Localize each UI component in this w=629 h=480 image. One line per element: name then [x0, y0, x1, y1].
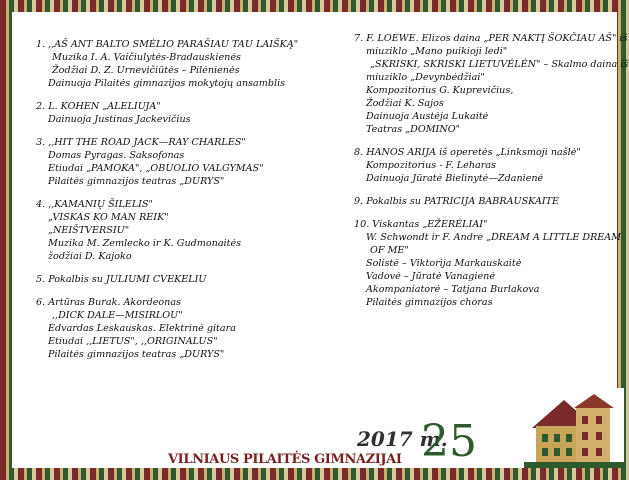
program-item-9: [354, 195, 624, 208]
school-name: VILNIAUS PILAITĖS GIMNAZIJAI: [168, 452, 402, 467]
program-item-5: [36, 273, 336, 286]
program-item-4: [36, 198, 336, 263]
item-line: ,,DICK DALE—MISIRLOU": [52, 310, 183, 321]
program-item-10: [354, 218, 624, 309]
item-line: Edvardas Leskauskas. Elektrinė gitara: [48, 323, 236, 334]
item-line: Kompozitorius G. Kuprevičius,: [366, 85, 514, 96]
item-line: Dainuoja Jūratė Bielinytė—Zdanienė: [366, 173, 544, 184]
item-title: 8. HANOS ARIJA iš operetės „Linksmoji našlė": [354, 147, 581, 158]
item-title: 10. Viskantas „EŽERĖLIAI": [354, 219, 488, 230]
program-item-1: [36, 38, 336, 90]
program-item-7: [354, 32, 629, 136]
item-title: 2. L. KOHEN „ALELIUJA": [36, 101, 161, 112]
item-line: Žodžiai K. Sajos: [366, 98, 444, 109]
program-item-3: [36, 136, 336, 188]
item-line: miuziklo „Mano puikioji ledi": [366, 46, 508, 57]
item-title: 1. ,,AŠ ANT BALTO SMĖLIO PARAŠIAU TAU LAIŠKĄ": [36, 39, 299, 50]
item-line: Akompaniatorė – Tatjana Burlakova: [366, 284, 540, 295]
item-line: Dainuoja Pilaitės gimnazijos mokytojų ansamblis: [48, 78, 286, 89]
item-line: Solistė – Viktorija Markauskaitė: [366, 258, 522, 269]
item-line: Muzika I. A. Vaičiulytės-Bradauskienės: [52, 52, 241, 63]
item-line: Vadovė – Jūratė Vanagienė: [366, 271, 495, 282]
item-line: Pilaitės gimnazijos teatras „DURYS": [48, 176, 225, 187]
item-line: Etiudai ,,LIETUS", ,,ORIGINALUS": [48, 336, 218, 347]
program-item-6: [36, 296, 336, 361]
item-title: 4. ,,KAMANIŲ ŠILELIS": [36, 199, 153, 210]
item-line: Kompozitorius - F. Leharas: [366, 160, 496, 171]
program-item-8: [354, 146, 624, 185]
anniversary-number: 25: [421, 416, 477, 467]
left-column: [36, 38, 336, 371]
item-line: W. Schwondt ir F. Andre „DREAM A LITTLE DREAM: [366, 232, 622, 243]
item-line: Domas Pyragas. Saksofonas: [48, 150, 185, 161]
gymnasium-building-illustration: [524, 388, 624, 473]
item-line: „VISKAS KO MAN REIK": [48, 212, 169, 223]
item-line: Pilaitės gimnazijos choras: [366, 297, 493, 308]
right-column: [354, 32, 629, 319]
item-line: OF ME": [370, 245, 409, 256]
item-title: 6. Artūras Burak. Akordeonas: [36, 297, 181, 308]
item-line: „SKRISKI, SKRISKI LIETUVĖLĖN" – Skalmo daina iš: [370, 59, 629, 70]
item-line: „NEIŠTVERSIU": [48, 225, 130, 236]
item-title: 5. Pokalbis su JULIUMI CVEKELIU: [36, 274, 207, 285]
item-line: Etiudai „PAMOKA", „OBUOLIO VALGYMAS": [48, 163, 264, 174]
item-line: Dainuoja Austėja Lukaitė: [366, 111, 489, 122]
item-line: Dainuoja Justinas Jackevičius: [48, 114, 191, 125]
program-item-2: [36, 100, 336, 126]
item-line: Pilaitės gimnazijos teatras „DURYS": [48, 349, 225, 360]
item-line: Muzika M. Zemlecko ir K. Gudmonaitės: [48, 238, 242, 249]
item-title: 3. ,,HIT THE ROAD JACK—RAY CHARLES": [36, 137, 246, 148]
item-title: 7. F. LOEWE. Elizos daina „PER NAKTĮ ŠOKČIAU AŠ" iš: [354, 33, 628, 44]
item-line: Žodžiai D. Z. Urnevičiūtės – Pilėnienės: [52, 65, 240, 76]
item-title: 9. Pokalbis su PATRICIJA BABRAUSKAITE: [354, 196, 560, 207]
item-line: miuziklo „Devynbėdžiai": [366, 72, 485, 83]
content-area: [12, 12, 629, 468]
item-line: Teatras „DOMINO": [366, 124, 460, 135]
item-line: žodžiai D. Kajoko: [48, 251, 132, 262]
year-label: 2017 m.: [357, 427, 448, 451]
